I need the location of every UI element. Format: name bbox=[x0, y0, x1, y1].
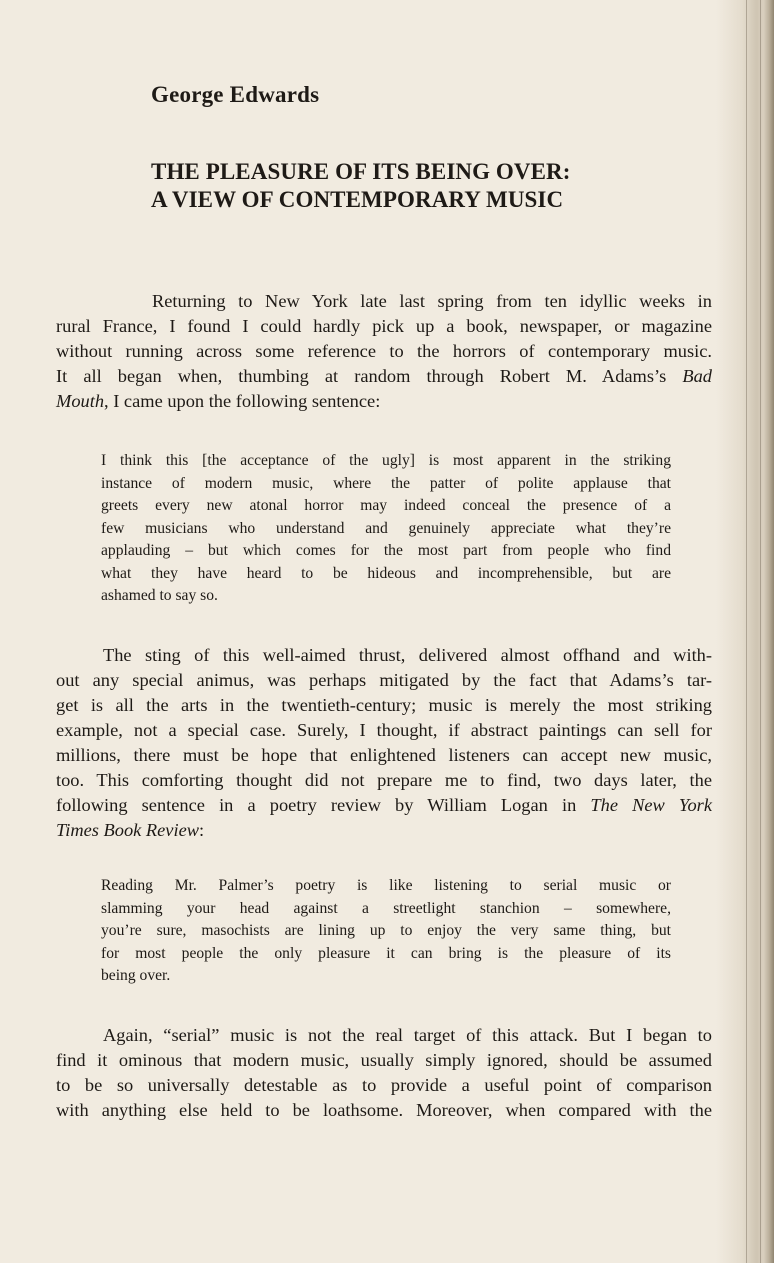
quote-line: for most people the only pleasure it can bring is the pleasure of its bbox=[101, 944, 671, 962]
paragraph-2 bbox=[56, 643, 712, 843]
text-run: following sentence in a poetry review by William Logan in bbox=[56, 795, 591, 815]
title-line-1: THE PLEASURE OF ITS BEING OVER: bbox=[151, 159, 571, 184]
article-title bbox=[151, 158, 571, 214]
quote-line: what they have heard to be hideous and incomprehensible, but are bbox=[101, 564, 671, 582]
text-line bbox=[56, 364, 712, 389]
quote-line: slamming your head against a streetlight stanchion – somewhere, bbox=[101, 899, 671, 917]
publication-title: The New York bbox=[590, 795, 712, 815]
quote-line: few musicians who understand and genuinely appreciate what they’re bbox=[101, 519, 671, 537]
paragraph-3 bbox=[56, 1023, 712, 1123]
book-page-edge bbox=[716, 0, 774, 1263]
text-line: out any special animus, was perhaps mitigated by the fact that Adams’s tar- bbox=[56, 670, 712, 690]
page-edge-line bbox=[746, 0, 747, 1263]
text-line: to be so universally detestable as to provide a useful point of comparison bbox=[56, 1075, 712, 1095]
publication-title: Times Book Review bbox=[56, 820, 200, 840]
text-line bbox=[56, 389, 712, 414]
text-line: rural France, I found I could hardly pick up a book, newspaper, or magazine bbox=[56, 316, 712, 336]
text-line: find it ominous that modern music, usually simply ignored, should be assumed bbox=[56, 1050, 712, 1070]
text-run: It all began when, thumbing at random through Robert M. Adams’s bbox=[56, 366, 683, 386]
text-line bbox=[56, 793, 712, 818]
text-line bbox=[56, 818, 712, 843]
quote-line: instance of modern music, where the patter of polite applause that bbox=[101, 474, 671, 492]
quote-line: Reading Mr. Palmer’s poetry is like listening to serial music or bbox=[101, 877, 671, 894]
book-title: Mouth bbox=[56, 391, 105, 411]
quote-line: applauding – but which comes for the most part from people who find bbox=[101, 542, 671, 559]
quote-line: you’re sure, masochists are lining up to enjoy the very same thing, but bbox=[101, 922, 671, 939]
text-run: , I came upon the following sentence: bbox=[104, 391, 381, 411]
text-line: with anything else held to be loathsome. Moreover, when compared with the bbox=[56, 1100, 712, 1120]
paragraph-1 bbox=[56, 289, 712, 414]
author-name: George Edwards bbox=[151, 82, 320, 107]
quote-line: being over. bbox=[101, 967, 171, 984]
title-line-2: A VIEW OF CONTEMPORARY MUSIC bbox=[151, 187, 564, 212]
text-line: example, not a special case. Surely, I thought, if abstract paintings can sell for bbox=[56, 720, 712, 740]
text-run: : bbox=[199, 820, 205, 840]
quote-line: I think this [the acceptance of the ugly] is most apparent in the striking bbox=[101, 452, 671, 469]
text-line: millions, there must be hope that enlightened listeners can accept new music, bbox=[56, 745, 712, 765]
text-line: too. This comforting thought did not prepare me to find, two days later, the bbox=[56, 770, 712, 790]
page-edge-line bbox=[760, 0, 761, 1263]
text-line: without running across some reference to the horrors of contemporary music. bbox=[56, 341, 712, 361]
block-quote-2 bbox=[101, 875, 671, 988]
book-title: Bad bbox=[682, 366, 712, 386]
text-line: Returning to New York late last spring from ten idyllic weeks in bbox=[152, 291, 712, 311]
block-quote-1 bbox=[101, 450, 671, 608]
quote-line: ashamed to say so. bbox=[101, 587, 218, 604]
text-line: Again, “serial” music is not the real target of this attack. But I began to bbox=[103, 1025, 712, 1045]
text-line: get is all the arts in the twentieth-century; music is merely the most striking bbox=[56, 695, 712, 715]
quote-line: greets every new atonal horror may indeed conceal the presence of a bbox=[101, 497, 671, 514]
text-line: The sting of this well-aimed thrust, delivered almost offhand and with- bbox=[103, 645, 712, 665]
